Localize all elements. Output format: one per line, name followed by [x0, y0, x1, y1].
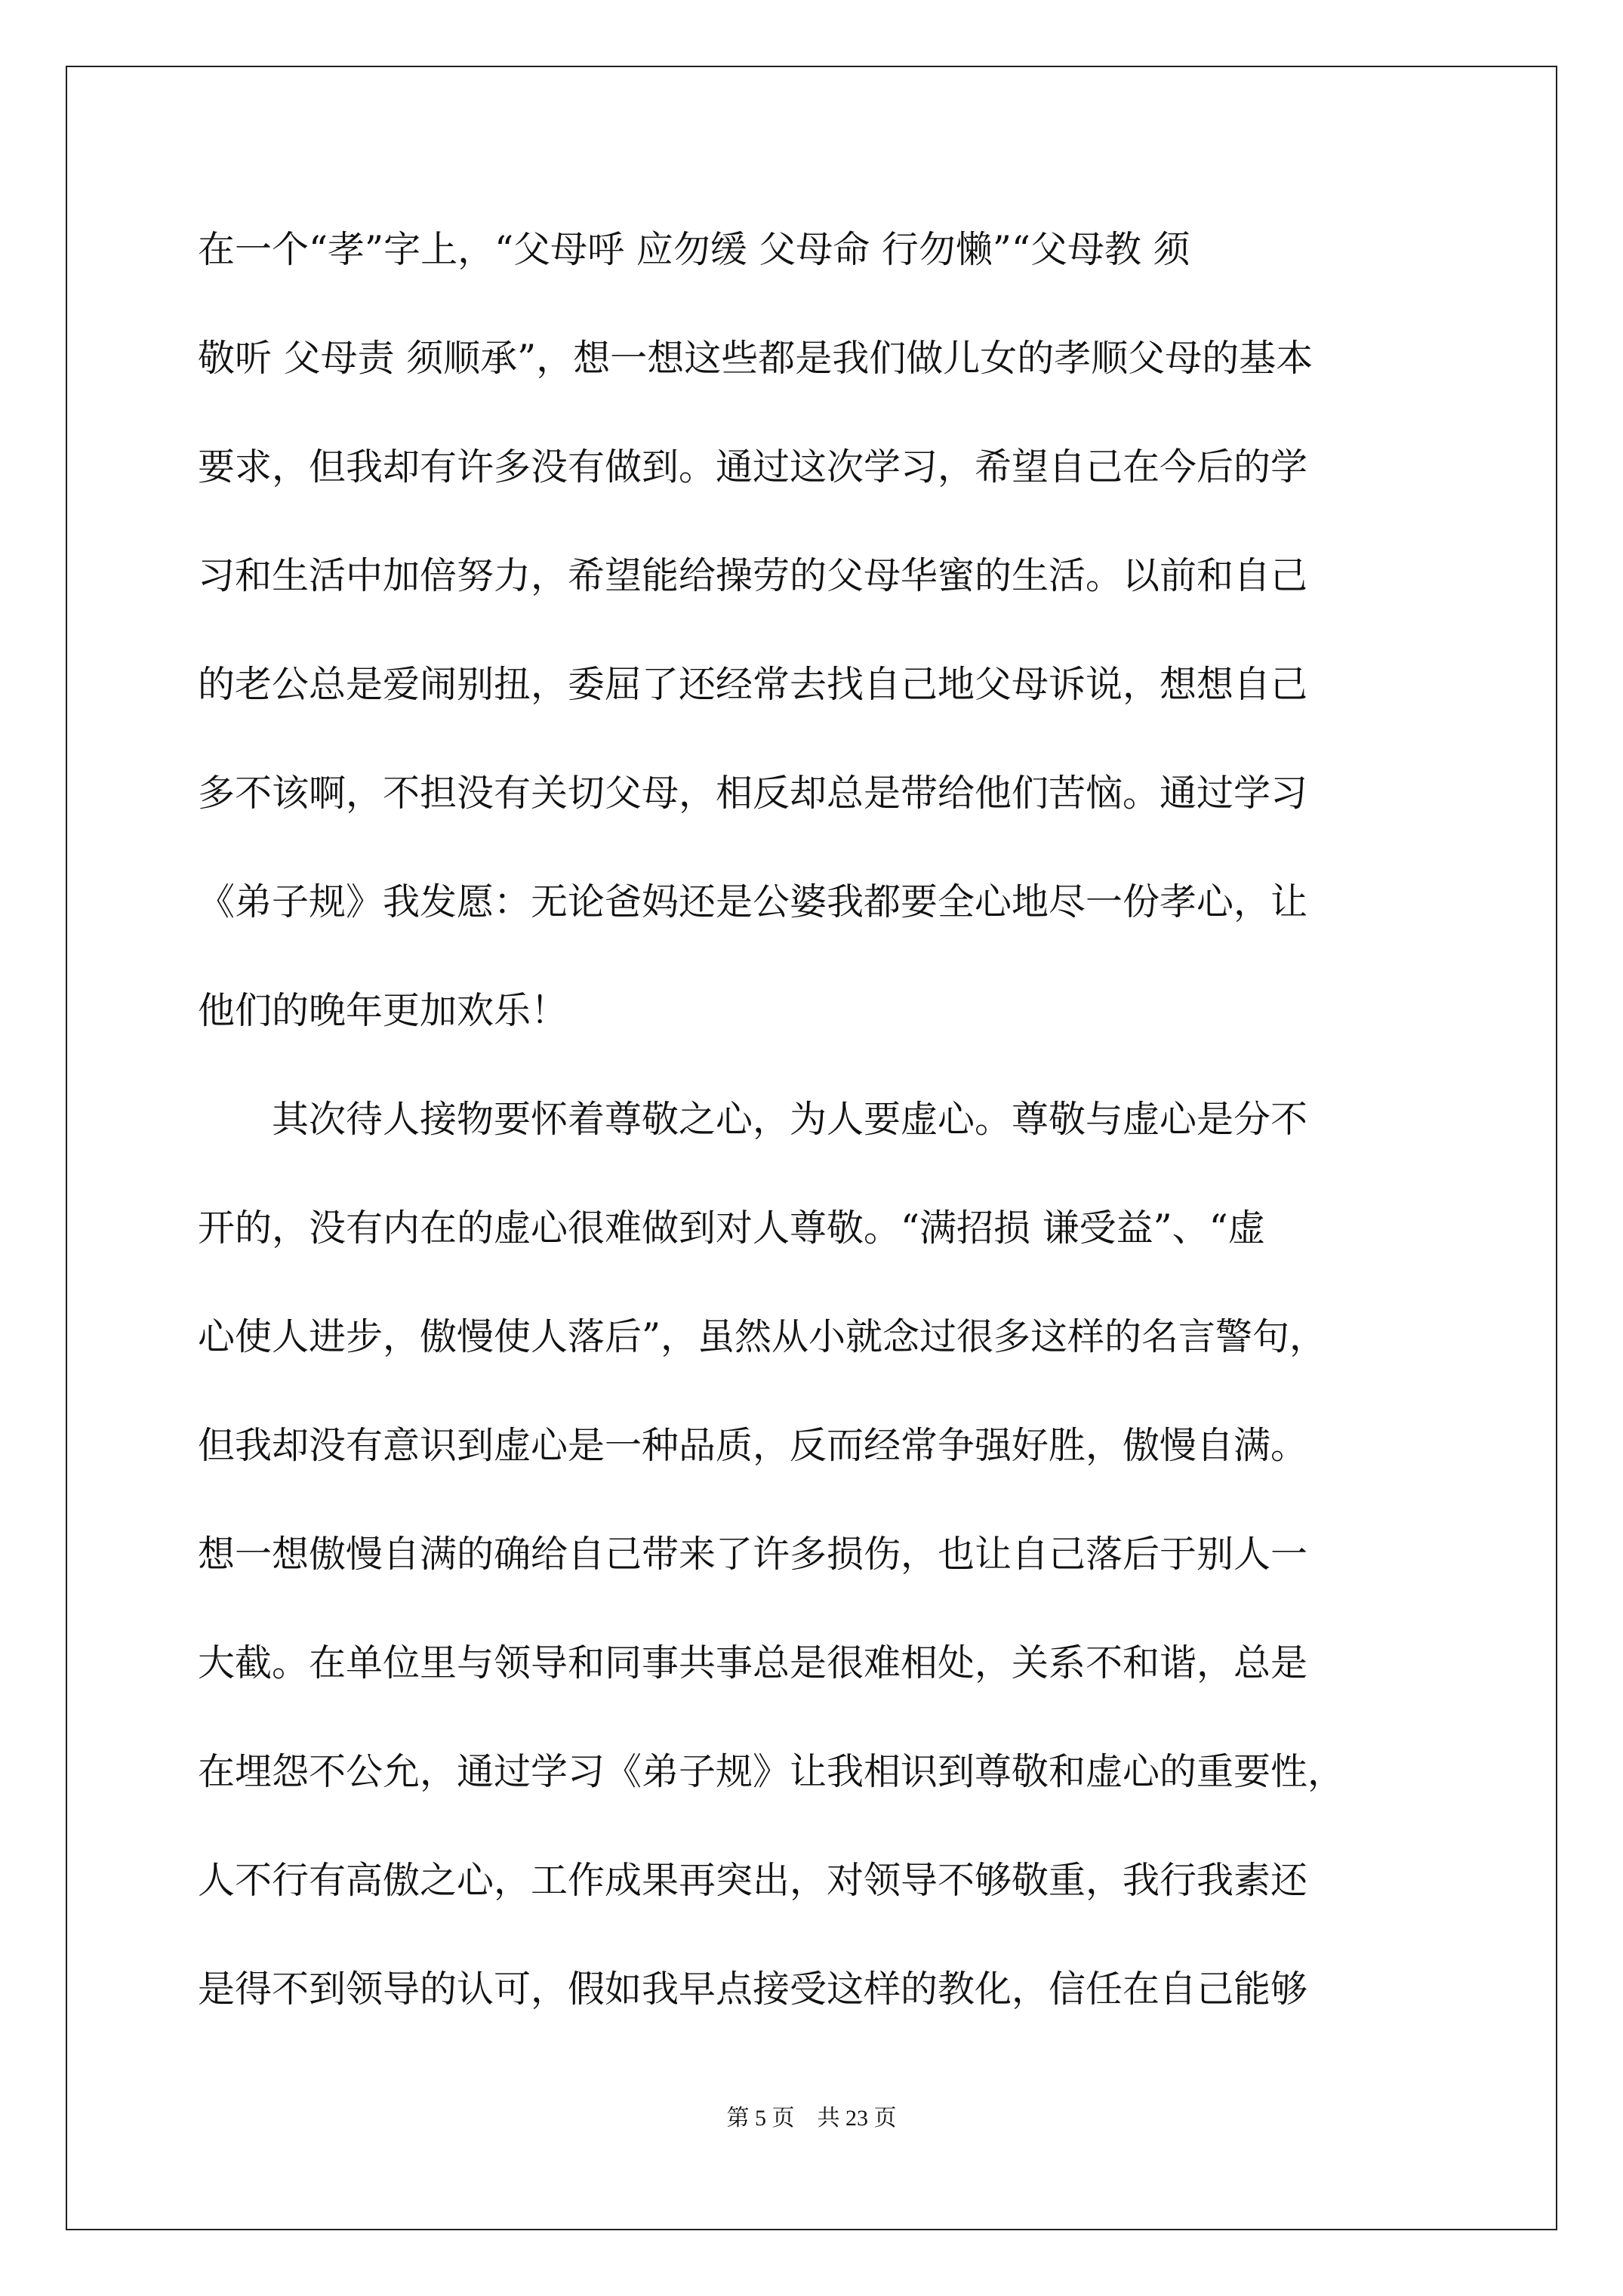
text-line: 其次待人接物要怀着尊敬之心，为人要虚心。尊敬与虚心是分不 — [198, 1098, 1308, 1141]
page-number-footer: 第 5 页 共 23 页 — [726, 2106, 897, 2131]
text-line: 他们的晚年更加欢乐！ — [198, 989, 568, 1032]
text-line: 但我却没有意识到虚心是一种品质，反而经常争强好胜，傲慢自满。 — [198, 1424, 1308, 1467]
page-border — [66, 66, 1557, 2230]
text-line: 《弟子规》我发愿：无论爸妈还是公婆我都要全心地尽一份孝心，让 — [198, 880, 1308, 923]
text-line: 是得不到领导的认可，假如我早点接受这样的教化，信任在自己能够 — [198, 1968, 1308, 2011]
text-line: 习和生活中加倍努力，希望能给操劳的父母华蜜的生活。以前和自己 — [198, 554, 1308, 597]
text-line: 要求，但我却有许多没有做到。通过这次学习，希望自己在今后的学 — [198, 445, 1308, 488]
text-line: 人不行有高傲之心，工作成果再突出，对领导不够敬重，我行我素还 — [198, 1859, 1308, 1902]
text-line: 在埋怨不公允，通过学习《弟子规》让我相识到尊敬和虚心的重要性， — [198, 1750, 1345, 1793]
text-line: 多不该啊，不担没有关切父母，相反却总是带给他们苦恼。通过学习 — [198, 772, 1308, 815]
text-line: 大截。在单位里与领导和同事共事总是很难相处，关系不和谐，总是 — [198, 1641, 1308, 1684]
text-line: 的老公总是爱闹别扭，委屈了还经常去找自己地父母诉说，想想自己 — [198, 663, 1308, 706]
text-line: 心使人进步，傲慢使人落后”，虽然从小就念过很多这样的名言警句， — [198, 1315, 1327, 1358]
text-line: 敬听 父母责 须顺承”，想一想这些都是我们做儿女的孝顺父母的基本 — [198, 337, 1313, 380]
text-line: 在一个“孝”字上，“父母呼 应勿缓 父母命 行勿懒”“父母教 须 — [198, 228, 1190, 271]
text-line: 想一想傲慢自满的确给自己带来了许多损伤，也让自己落后于别人一 — [198, 1533, 1308, 1576]
text-line: 开的，没有内在的虚心很难做到对人尊敬。“满招损 谦受益”、“虚 — [198, 1207, 1265, 1250]
